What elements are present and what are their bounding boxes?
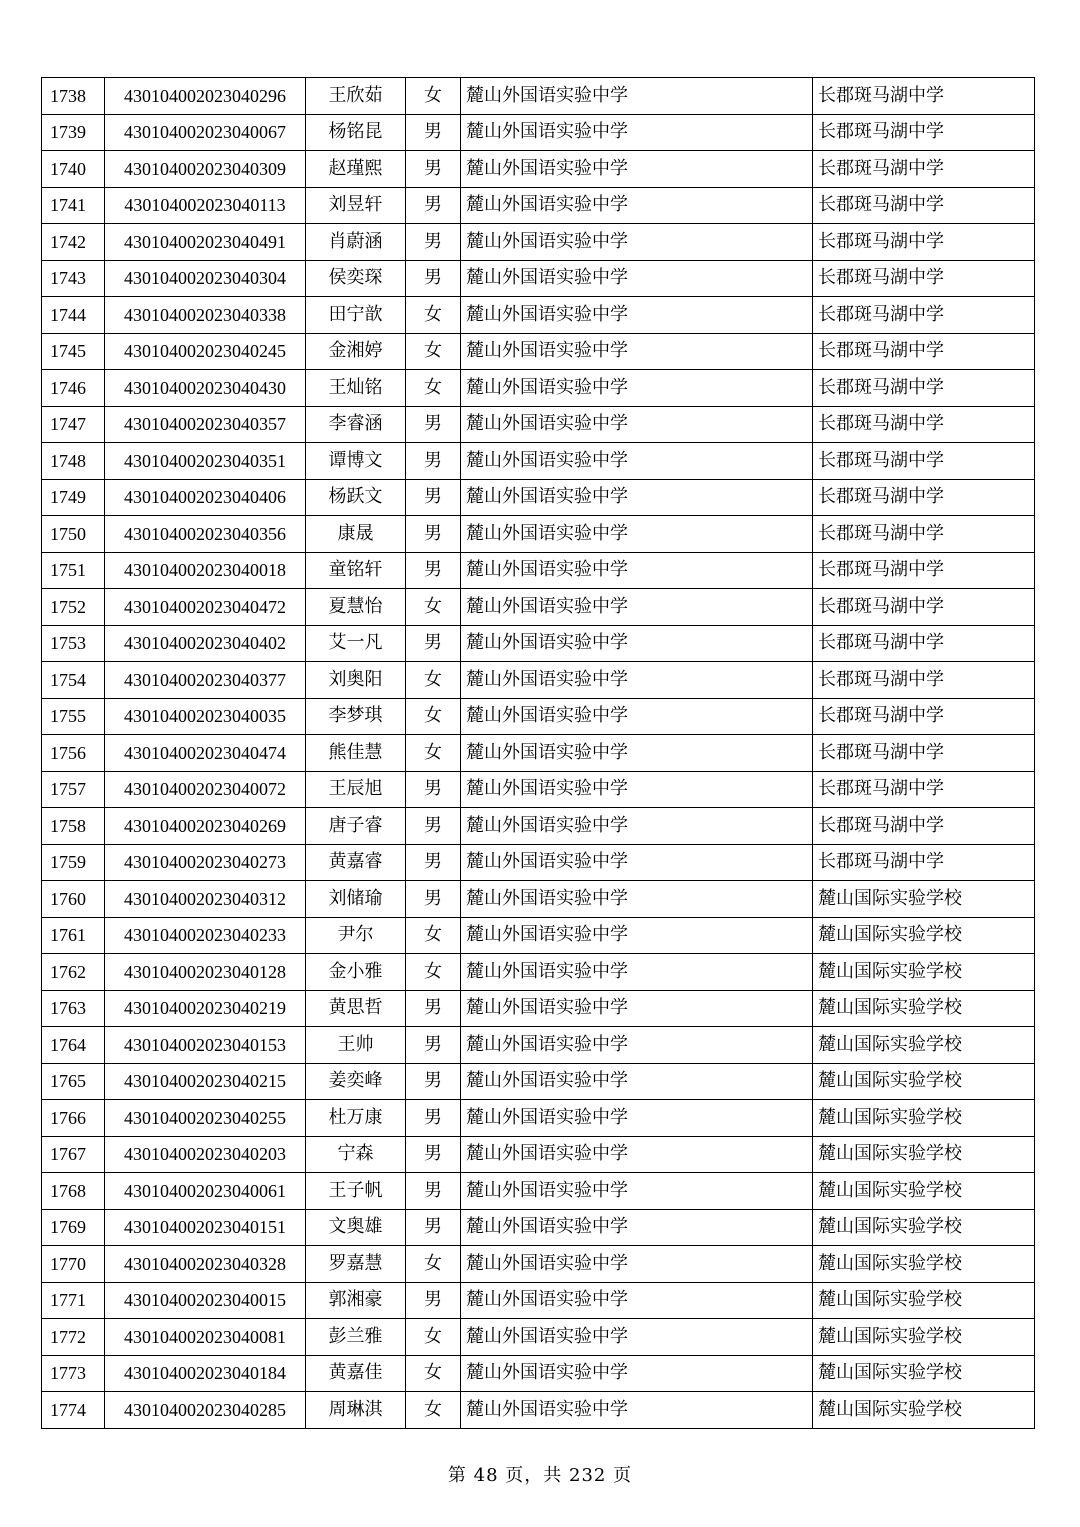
table-row: [42, 1136, 1035, 1173]
graduating-school: 麓山外国语实验中学: [461, 589, 813, 626]
graduating-school: 麓山外国语实验中学: [461, 260, 813, 297]
graduating-school: 麓山外国语实验中学: [461, 771, 813, 808]
table-row: [42, 151, 1035, 188]
table-row: [42, 1282, 1035, 1319]
graduating-school: 麓山外国语实验中学: [461, 479, 813, 516]
student-name: 黄嘉睿: [306, 844, 406, 881]
graduating-school: 麓山外国语实验中学: [461, 552, 813, 589]
student-id: 430104002023040151: [105, 1209, 306, 1246]
assigned-school: 长郡斑马湖中学: [813, 808, 1035, 845]
graduating-school: 麓山外国语实验中学: [461, 735, 813, 772]
student-name: 夏慧怡: [306, 589, 406, 626]
assigned-school: 麓山国际实验学校: [813, 1392, 1035, 1429]
assigned-school: 麓山国际实验学校: [813, 1100, 1035, 1137]
table-row: [42, 1355, 1035, 1392]
table-row: [42, 516, 1035, 553]
table-row: [42, 1173, 1035, 1210]
student-name: 李梦琪: [306, 698, 406, 735]
assigned-school: 麓山国际实验学校: [813, 1209, 1035, 1246]
student-gender: 女: [406, 589, 461, 626]
student-id: 430104002023040233: [105, 917, 306, 954]
student-name: 谭博文: [306, 443, 406, 480]
row-number: 1746: [42, 370, 105, 407]
assigned-school: 麓山国际实验学校: [813, 1319, 1035, 1356]
graduating-school: 麓山外国语实验中学: [461, 443, 813, 480]
row-number: 1755: [42, 698, 105, 735]
row-number: 1770: [42, 1246, 105, 1283]
student-gender: 男: [406, 114, 461, 151]
student-name: 肖蔚涵: [306, 224, 406, 261]
assigned-school: 长郡斑马湖中学: [813, 260, 1035, 297]
row-number: 1756: [42, 735, 105, 772]
table-row: [42, 589, 1035, 626]
student-name: 赵瑾熙: [306, 151, 406, 188]
graduating-school: 麓山外国语实验中学: [461, 78, 813, 115]
graduating-school: 麓山外国语实验中学: [461, 1355, 813, 1392]
student-gender: 男: [406, 187, 461, 224]
graduating-school: 麓山外国语实验中学: [461, 1246, 813, 1283]
student-name: 姜奕峰: [306, 1063, 406, 1100]
student-id: 430104002023040081: [105, 1319, 306, 1356]
table-row: [42, 406, 1035, 443]
student-id: 430104002023040406: [105, 479, 306, 516]
table-row: [42, 187, 1035, 224]
student-name: 金湘婷: [306, 333, 406, 370]
student-gender: 男: [406, 1063, 461, 1100]
student-name: 尹尔: [306, 917, 406, 954]
assigned-school: 麓山国际实验学校: [813, 954, 1035, 991]
student-gender: 男: [406, 224, 461, 261]
row-number: 1771: [42, 1282, 105, 1319]
row-number: 1744: [42, 297, 105, 334]
assigned-school: 麓山国际实验学校: [813, 990, 1035, 1027]
table-row: [42, 443, 1035, 480]
row-number: 1760: [42, 881, 105, 918]
row-number: 1763: [42, 990, 105, 1027]
row-number: 1772: [42, 1319, 105, 1356]
table-row: [42, 114, 1035, 151]
student-gender: 男: [406, 1027, 461, 1064]
student-gender: 男: [406, 479, 461, 516]
graduating-school: 麓山外国语实验中学: [461, 333, 813, 370]
student-id: 430104002023040474: [105, 735, 306, 772]
table-row: [42, 78, 1035, 115]
student-id: 430104002023040113: [105, 187, 306, 224]
student-id: 430104002023040255: [105, 1100, 306, 1137]
student-gender: 女: [406, 78, 461, 115]
row-number: 1740: [42, 151, 105, 188]
row-number: 1759: [42, 844, 105, 881]
table-row: [42, 1319, 1035, 1356]
student-id: 430104002023040018: [105, 552, 306, 589]
student-name: 刘储瑜: [306, 881, 406, 918]
assigned-school: 长郡斑马湖中学: [813, 224, 1035, 261]
student-name: 杨铭昆: [306, 114, 406, 151]
student-gender: 男: [406, 1173, 461, 1210]
assigned-school: 长郡斑马湖中学: [813, 151, 1035, 188]
student-id: 430104002023040061: [105, 1173, 306, 1210]
graduating-school: 麓山外国语实验中学: [461, 1392, 813, 1429]
student-id: 430104002023040491: [105, 224, 306, 261]
table-row: [42, 1246, 1035, 1283]
graduating-school: 麓山外国语实验中学: [461, 844, 813, 881]
row-number: 1742: [42, 224, 105, 261]
student-name: 彭兰雅: [306, 1319, 406, 1356]
graduating-school: 麓山外国语实验中学: [461, 187, 813, 224]
row-number: 1768: [42, 1173, 105, 1210]
table-row: [42, 698, 1035, 735]
student-id: 430104002023040430: [105, 370, 306, 407]
assigned-school: 麓山国际实验学校: [813, 1246, 1035, 1283]
table-row: [42, 917, 1035, 954]
student-gender: 男: [406, 808, 461, 845]
graduating-school: 麓山外国语实验中学: [461, 881, 813, 918]
row-number: 1748: [42, 443, 105, 480]
student-name: 杜万康: [306, 1100, 406, 1137]
student-gender: 男: [406, 881, 461, 918]
student-gender: 男: [406, 1100, 461, 1137]
row-number: 1761: [42, 917, 105, 954]
student-gender: 女: [406, 1319, 461, 1356]
row-number: 1762: [42, 954, 105, 991]
table-row: [42, 771, 1035, 808]
table-row: [42, 1100, 1035, 1137]
assigned-school: 长郡斑马湖中学: [813, 662, 1035, 699]
student-gender: 女: [406, 1246, 461, 1283]
student-id: 430104002023040015: [105, 1282, 306, 1319]
row-number: 1749: [42, 479, 105, 516]
table-row: [42, 260, 1035, 297]
student-gender: 女: [406, 954, 461, 991]
graduating-school: 麓山外国语实验中学: [461, 1173, 813, 1210]
graduating-school: 麓山外国语实验中学: [461, 1319, 813, 1356]
student-id: 430104002023040338: [105, 297, 306, 334]
graduating-school: 麓山外国语实验中学: [461, 224, 813, 261]
assigned-school: 麓山国际实验学校: [813, 1027, 1035, 1064]
student-id: 430104002023040309: [105, 151, 306, 188]
student-gender: 男: [406, 1209, 461, 1246]
assigned-school: 麓山国际实验学校: [813, 1063, 1035, 1100]
graduating-school: 麓山外国语实验中学: [461, 1209, 813, 1246]
student-gender: 男: [406, 990, 461, 1027]
student-name: 唐子睿: [306, 808, 406, 845]
assigned-school: 长郡斑马湖中学: [813, 114, 1035, 151]
assigned-school: 长郡斑马湖中学: [813, 333, 1035, 370]
student-name: 杨跃文: [306, 479, 406, 516]
assigned-school: 长郡斑马湖中学: [813, 844, 1035, 881]
student-name: 刘昱轩: [306, 187, 406, 224]
student-id: 430104002023040067: [105, 114, 306, 151]
student-name: 田宁歆: [306, 297, 406, 334]
student-gender: 女: [406, 662, 461, 699]
row-number: 1743: [42, 260, 105, 297]
graduating-school: 麓山外国语实验中学: [461, 954, 813, 991]
row-number: 1750: [42, 516, 105, 553]
assigned-school: 长郡斑马湖中学: [813, 698, 1035, 735]
row-number: 1766: [42, 1100, 105, 1137]
assigned-school: 麓山国际实验学校: [813, 1355, 1035, 1392]
student-id: 430104002023040402: [105, 625, 306, 662]
table-row: [42, 1392, 1035, 1429]
table-row: [42, 1027, 1035, 1064]
student-gender: 男: [406, 844, 461, 881]
student-id: 430104002023040472: [105, 589, 306, 626]
assigned-school: 长郡斑马湖中学: [813, 78, 1035, 115]
student-id: 430104002023040351: [105, 443, 306, 480]
student-name: 黄嘉佳: [306, 1355, 406, 1392]
table-row: [42, 735, 1035, 772]
student-name: 周琳淇: [306, 1392, 406, 1429]
graduating-school: 麓山外国语实验中学: [461, 297, 813, 334]
student-id: 430104002023040377: [105, 662, 306, 699]
student-gender: 男: [406, 443, 461, 480]
graduating-school: 麓山外国语实验中学: [461, 625, 813, 662]
student-id: 430104002023040328: [105, 1246, 306, 1283]
student-id: 430104002023040245: [105, 333, 306, 370]
student-gender: 男: [406, 771, 461, 808]
table-row: [42, 662, 1035, 699]
assigned-school: 长郡斑马湖中学: [813, 552, 1035, 589]
student-name: 熊佳慧: [306, 735, 406, 772]
row-number: 1747: [42, 406, 105, 443]
row-number: 1753: [42, 625, 105, 662]
student-id: 430104002023040203: [105, 1136, 306, 1173]
table-row: [42, 881, 1035, 918]
student-id: 430104002023040269: [105, 808, 306, 845]
assigned-school: 长郡斑马湖中学: [813, 406, 1035, 443]
student-name: 艾一凡: [306, 625, 406, 662]
student-name: 文奥雄: [306, 1209, 406, 1246]
row-number: 1745: [42, 333, 105, 370]
graduating-school: 麓山外国语实验中学: [461, 151, 813, 188]
assigned-school: 麓山国际实验学校: [813, 1282, 1035, 1319]
student-name: 黄思哲: [306, 990, 406, 1027]
student-id: 430104002023040215: [105, 1063, 306, 1100]
student-table: [41, 77, 1035, 1429]
table-row: [42, 297, 1035, 334]
graduating-school: 麓山外国语实验中学: [461, 662, 813, 699]
student-gender: 男: [406, 1282, 461, 1319]
student-gender: 男: [406, 552, 461, 589]
assigned-school: 麓山国际实验学校: [813, 917, 1035, 954]
assigned-school: 长郡斑马湖中学: [813, 625, 1035, 662]
student-name: 王子帆: [306, 1173, 406, 1210]
table-row: [42, 625, 1035, 662]
table-row: [42, 1063, 1035, 1100]
student-id: 430104002023040285: [105, 1392, 306, 1429]
table-row: [42, 1209, 1035, 1246]
row-number: 1767: [42, 1136, 105, 1173]
student-id: 430104002023040296: [105, 78, 306, 115]
student-name: 康晟: [306, 516, 406, 553]
student-id: 430104002023040128: [105, 954, 306, 991]
table-row: [42, 808, 1035, 845]
student-id: 430104002023040357: [105, 406, 306, 443]
student-name: 王灿铭: [306, 370, 406, 407]
student-gender: 男: [406, 260, 461, 297]
row-number: 1739: [42, 114, 105, 151]
table-row: [42, 479, 1035, 516]
table-row: [42, 954, 1035, 991]
student-gender: 女: [406, 735, 461, 772]
page-footer: 第 48 页，共 232 页: [447, 1465, 633, 1486]
student-gender: 女: [406, 297, 461, 334]
student-gender: 女: [406, 917, 461, 954]
table-row: [42, 990, 1035, 1027]
student-name: 罗嘉慧: [306, 1246, 406, 1283]
graduating-school: 麓山外国语实验中学: [461, 1027, 813, 1064]
student-name: 王辰旭: [306, 771, 406, 808]
assigned-school: 长郡斑马湖中学: [813, 370, 1035, 407]
graduating-school: 麓山外国语实验中学: [461, 1100, 813, 1137]
student-id: 430104002023040304: [105, 260, 306, 297]
student-id: 430104002023040035: [105, 698, 306, 735]
graduating-school: 麓山外国语实验中学: [461, 370, 813, 407]
student-gender: 女: [406, 370, 461, 407]
student-name: 王欣茹: [306, 78, 406, 115]
row-number: 1741: [42, 187, 105, 224]
student-name: 侯奕琛: [306, 260, 406, 297]
row-number: 1774: [42, 1392, 105, 1429]
student-id: 430104002023040153: [105, 1027, 306, 1064]
student-id: 430104002023040312: [105, 881, 306, 918]
assigned-school: 麓山国际实验学校: [813, 881, 1035, 918]
student-name: 金小雅: [306, 954, 406, 991]
graduating-school: 麓山外国语实验中学: [461, 1136, 813, 1173]
student-id: 430104002023040184: [105, 1355, 306, 1392]
graduating-school: 麓山外国语实验中学: [461, 990, 813, 1027]
table-row: [42, 370, 1035, 407]
table-row: [42, 333, 1035, 370]
row-number: 1764: [42, 1027, 105, 1064]
student-gender: 男: [406, 625, 461, 662]
student-gender: 男: [406, 406, 461, 443]
graduating-school: 麓山外国语实验中学: [461, 698, 813, 735]
student-gender: 男: [406, 151, 461, 188]
student-name: 童铭轩: [306, 552, 406, 589]
table-row: [42, 844, 1035, 881]
student-table-body: [42, 78, 1035, 1429]
graduating-school: 麓山外国语实验中学: [461, 808, 813, 845]
student-gender: 男: [406, 1136, 461, 1173]
row-number: 1751: [42, 552, 105, 589]
graduating-school: 麓山外国语实验中学: [461, 1282, 813, 1319]
row-number: 1738: [42, 78, 105, 115]
table-row: [42, 552, 1035, 589]
student-gender: 女: [406, 1355, 461, 1392]
assigned-school: 长郡斑马湖中学: [813, 187, 1035, 224]
row-number: 1769: [42, 1209, 105, 1246]
student-id: 430104002023040219: [105, 990, 306, 1027]
graduating-school: 麓山外国语实验中学: [461, 406, 813, 443]
student-name: 王帅: [306, 1027, 406, 1064]
assigned-school: 麓山国际实验学校: [813, 1173, 1035, 1210]
graduating-school: 麓山外国语实验中学: [461, 917, 813, 954]
student-id: 430104002023040273: [105, 844, 306, 881]
assigned-school: 长郡斑马湖中学: [813, 479, 1035, 516]
student-gender: 女: [406, 698, 461, 735]
student-id: 430104002023040072: [105, 771, 306, 808]
row-number: 1757: [42, 771, 105, 808]
student-gender: 女: [406, 333, 461, 370]
row-number: 1758: [42, 808, 105, 845]
row-number: 1754: [42, 662, 105, 699]
assigned-school: 长郡斑马湖中学: [813, 771, 1035, 808]
student-name: 郭湘豪: [306, 1282, 406, 1319]
assigned-school: 长郡斑马湖中学: [813, 443, 1035, 480]
row-number: 1752: [42, 589, 105, 626]
student-gender: 女: [406, 1392, 461, 1429]
row-number: 1773: [42, 1355, 105, 1392]
student-name: 宁森: [306, 1136, 406, 1173]
student-id: 430104002023040356: [105, 516, 306, 553]
assigned-school: 麓山国际实验学校: [813, 1136, 1035, 1173]
assigned-school: 长郡斑马湖中学: [813, 516, 1035, 553]
student-name: 刘奥阳: [306, 662, 406, 699]
assigned-school: 长郡斑马湖中学: [813, 297, 1035, 334]
assigned-school: 长郡斑马湖中学: [813, 589, 1035, 626]
graduating-school: 麓山外国语实验中学: [461, 516, 813, 553]
student-name: 李睿涵: [306, 406, 406, 443]
assigned-school: 长郡斑马湖中学: [813, 735, 1035, 772]
graduating-school: 麓山外国语实验中学: [461, 1063, 813, 1100]
student-gender: 男: [406, 516, 461, 553]
graduating-school: 麓山外国语实验中学: [461, 114, 813, 151]
row-number: 1765: [42, 1063, 105, 1100]
table-row: [42, 224, 1035, 261]
